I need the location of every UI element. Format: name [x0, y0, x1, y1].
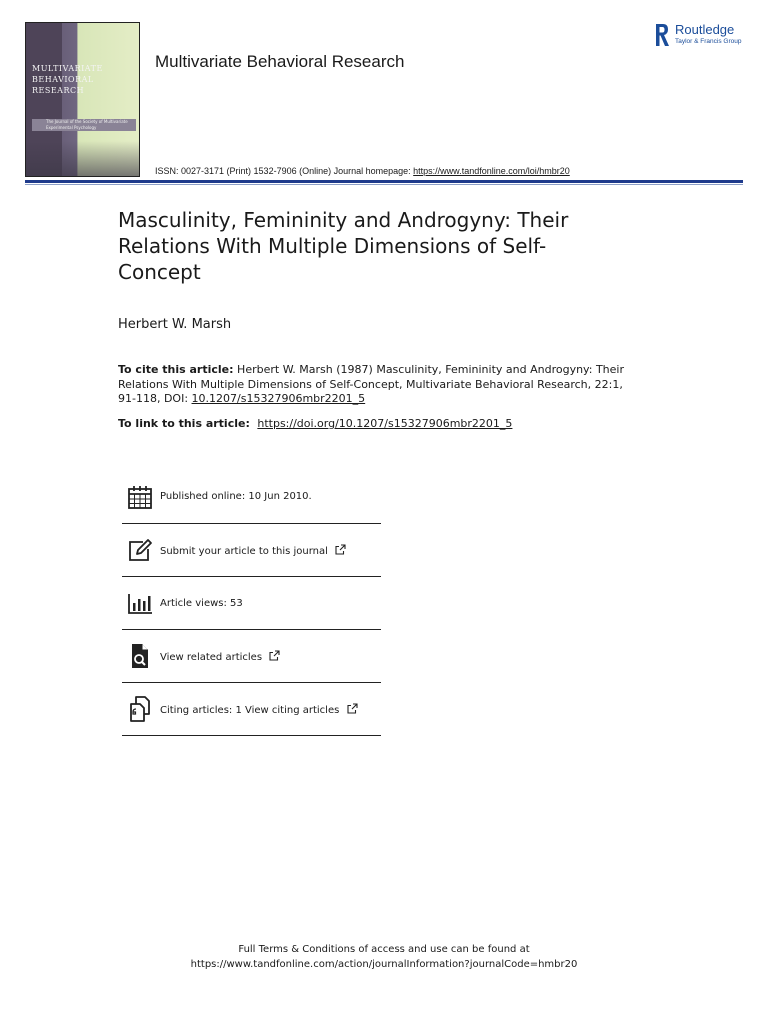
citing-articles-label: Citing articles: 1 View citing articles [160, 704, 340, 716]
meta-submit[interactable] [122, 524, 381, 577]
cover-fade [26, 141, 139, 176]
published-date: Published online: 10 Jun 2010. [160, 491, 312, 502]
submit-article-label: Submit your article to this journal [160, 545, 328, 557]
external-link-icon [269, 650, 280, 661]
cover-line-1: MULTIVARIATE [32, 64, 103, 73]
footer-terms-link[interactable]: https://www.tandfonline.com/action/journalInformation?journalCode=hmbr20 [190, 959, 578, 970]
link-label: To link to this article: [118, 417, 250, 430]
citation-icon [127, 696, 153, 722]
citation-block [118, 363, 643, 407]
cover-logo-text [32, 63, 138, 96]
header-rule-thin [25, 184, 743, 185]
meta-related[interactable] [122, 630, 381, 683]
cite-doi-link[interactable]: 10.1207/s15327906mbr2201_5 [191, 392, 366, 405]
document-search-icon [127, 643, 153, 669]
cite-label: To cite this article: [118, 363, 234, 376]
journal-cover-image [25, 22, 140, 177]
article-author: Herbert W. Marsh [118, 317, 232, 332]
publisher-logo[interactable] [654, 22, 746, 50]
cover-line-2: BEHAVIORAL [32, 75, 94, 84]
meta-views [122, 577, 381, 630]
article-doi-link[interactable]: https://doi.org/10.1207/s15327906mbr2201_5 [257, 417, 513, 430]
article-title: Masculinity, Femininity and Androgyny: Their Relations With Multiple Dimensions of Self-Concept [118, 208, 569, 284]
article-link-block [118, 417, 643, 432]
journal-homepage-link[interactable]: https://www.tandfonline.com/loi/hmbr20 [413, 166, 570, 176]
routledge-r-icon [654, 22, 670, 48]
external-link-icon [335, 544, 346, 555]
publisher-tagline: Taylor & Francis Group [675, 38, 742, 45]
terms-footer [0, 942, 768, 972]
issn-line [155, 166, 570, 176]
citing-articles-link[interactable] [160, 703, 358, 716]
cover-subtitle-strip: The Journal of the Society of Multivariate Experimental Psychology [32, 119, 136, 131]
external-link-icon [347, 703, 358, 714]
article-views: Article views: 53 [160, 597, 243, 609]
submit-article-link[interactable] [160, 544, 346, 557]
footer-line-1: Full Terms & Conditions of access and use can be found at [238, 944, 530, 955]
calendar-icon [127, 484, 153, 510]
article-meta-list [122, 470, 381, 736]
bar-chart-icon [127, 590, 153, 616]
related-articles-label: View related articles [160, 651, 263, 663]
header-rule [25, 180, 743, 183]
related-articles-link[interactable] [160, 650, 280, 663]
edit-icon [127, 537, 153, 563]
publisher-name: Routledge [675, 22, 735, 37]
meta-citing[interactable] [122, 683, 381, 736]
issn-text: ISSN: 0027-3171 (Print) 1532-7906 (Online) Journal homepage: [155, 166, 411, 176]
cover-line-3: RESEARCH [32, 86, 85, 95]
cite-text: Herbert W. Marsh (1987) Masculinity, Femininity and Androgyny: Their Relations With Multiple Dimensions of Self-Concept, Multivariate Behavioral Research, 22:1, 91-118, DOI: [118, 363, 624, 405]
meta-published [122, 470, 381, 524]
journal-title: Multivariate Behavioral Research [155, 52, 405, 71]
